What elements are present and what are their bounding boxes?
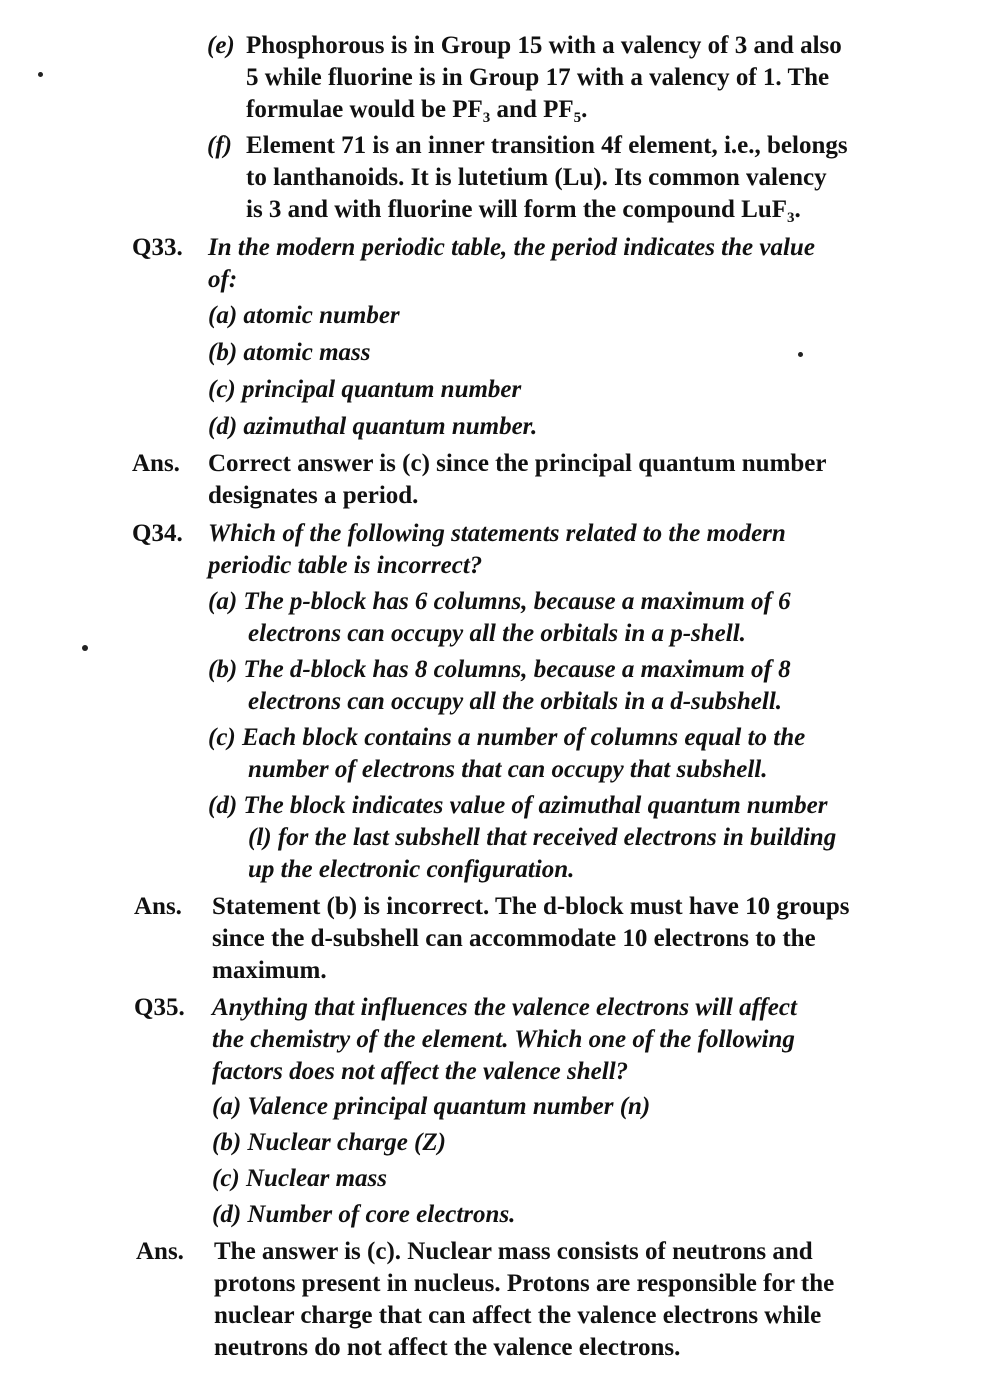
- q35-label: Q35.: [134, 994, 185, 1021]
- q35-answer-line-2: protons present in nucleus. Protons are responsible for the: [214, 1270, 835, 1297]
- q35-option-a: (a) Valence principal quantum number (n): [212, 1093, 651, 1120]
- q33-option-a: (a) atomic number: [208, 302, 400, 329]
- option-f-line-2: to lanthanoids. It is lutetium (Lu). Its common valency: [246, 164, 827, 191]
- option-e-line-1: Phosphorous is in Group 15 with a valency of 3 and also: [246, 32, 842, 59]
- q35-option-c: (c) Nuclear mass: [212, 1165, 387, 1192]
- q35-question-line-3: factors does not affect the valence shell?: [212, 1058, 629, 1085]
- q35-answer-line-1: The answer is (c). Nuclear mass consists of neutrons and: [214, 1238, 813, 1265]
- q34-option-c-line-1: (c) Each block contains a number of columns equal to the: [208, 724, 806, 751]
- q34-option-d-line-2: (l) for the last subshell that received electrons in building: [248, 824, 837, 851]
- option-e-line-3: formulae would be $PF_3$ and $PF_5$.: [246, 96, 588, 126]
- option-f-line-3: is 3 and with fluorine will form the compound LuF$_3$.: [246, 196, 801, 226]
- q34-answer-line-2: since the d-subshell can accommodate 10 electrons to the: [212, 925, 816, 952]
- q33-option-b: (b) atomic mass: [208, 339, 371, 366]
- q34-label: Q34.: [132, 520, 183, 547]
- q34-answer-line-3: maximum.: [212, 957, 327, 984]
- q35-answer-line-3: nuclear charge that can affect the valence electrons while: [214, 1302, 822, 1329]
- q34-option-d-line-3: up the electronic configuration.: [248, 856, 575, 883]
- q33-answer-label: Ans.: [132, 450, 180, 477]
- scan-speck: [38, 72, 43, 77]
- q35-answer-line-4: neutrons do not affect the valence electrons.: [214, 1334, 681, 1361]
- q34-option-c-line-2: number of electrons that can occupy that subshell.: [248, 756, 768, 783]
- option-f-line-1: Element 71 is an inner transition 4f element, i.e., belongs: [246, 132, 848, 159]
- q34-option-a-line-2: electrons can occupy all the orbitals in a p-shell.: [248, 620, 746, 647]
- q34-option-d-line-1: (d) The block indicates value of azimuthal quantum number: [208, 792, 828, 819]
- q35-option-b: (b) Nuclear charge (Z): [212, 1129, 446, 1156]
- q33-answer-line-1: Correct answer is (c) since the principal quantum number: [208, 450, 827, 477]
- q35-answer-label: Ans.: [136, 1238, 184, 1265]
- q33-label: Q33.: [132, 234, 183, 261]
- q34-answer-line-1: Statement (b) is incorrect. The d-block must have 10 groups: [212, 893, 850, 920]
- q33-option-c: (c) principal quantum number: [208, 376, 522, 403]
- scan-speck: [82, 645, 88, 651]
- q34-option-a-line-1: (a) The p-block has 6 columns, because a maximum of 6: [208, 588, 791, 615]
- q34-option-b-line-2: electrons can occupy all the orbitals in a d-subshell.: [248, 688, 783, 715]
- q34-question-line-2: periodic table is incorrect?: [208, 552, 483, 579]
- q33-question-line-1: In the modern periodic table, the period indicates the value: [208, 234, 815, 261]
- option-e-label: (e): [207, 32, 235, 59]
- q35-question-line-1: Anything that influences the valence electrons will affect: [212, 994, 797, 1021]
- option-e-line-2: 5 while fluorine is in Group 17 with a valency of 1. The: [246, 64, 830, 91]
- q34-answer-label: Ans.: [134, 893, 182, 920]
- scan-speck: [798, 352, 803, 357]
- q34-question-line-1: Which of the following statements related to the modern: [208, 520, 786, 547]
- q34-option-b-line-1: (b) The d-block has 8 columns, because a maximum of 8: [208, 656, 791, 683]
- q35-question-line-2: the chemistry of the element. Which one of the following: [212, 1026, 795, 1053]
- option-f-label: (f): [207, 132, 232, 159]
- q35-option-d: (d) Number of core electrons.: [212, 1201, 516, 1228]
- q33-answer-line-2: designates a period.: [208, 482, 419, 509]
- q33-question-line-2: of:: [208, 266, 238, 293]
- q33-option-d: (d) azimuthal quantum number.: [208, 413, 538, 440]
